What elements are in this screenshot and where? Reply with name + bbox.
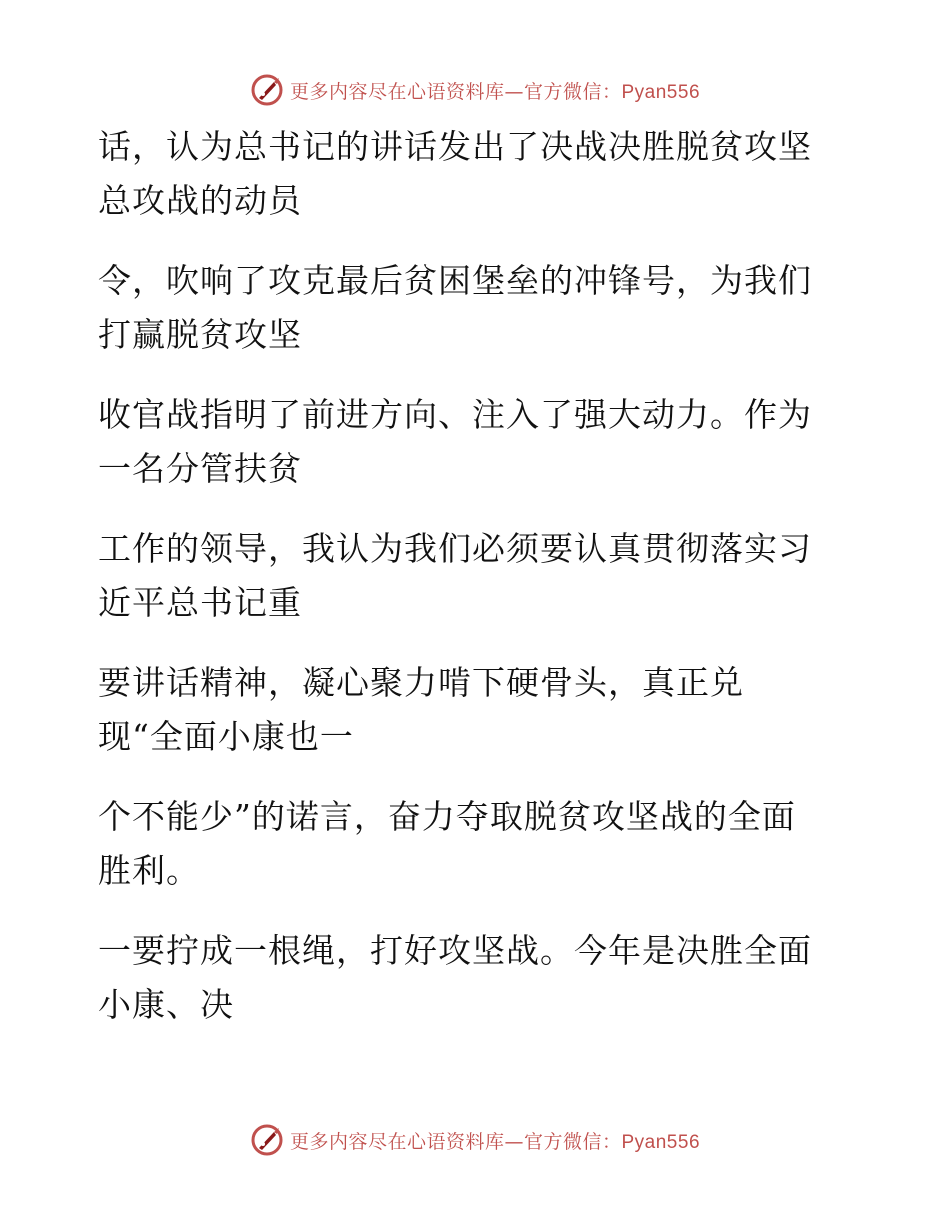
paragraph-line: 一要拧成一根绳，打好攻坚战。今年是决胜全面: [98, 931, 812, 970]
watermark-wechat-id: Pyan556: [621, 81, 701, 103]
paragraph-line: 一名分管扶贫: [98, 449, 302, 488]
watermark-wechat-id: Pyan556: [621, 1131, 701, 1153]
watermark-text-cn: 更多内容尽在心语资料库—官方微信：: [289, 1130, 622, 1153]
paragraph: [98, 254, 838, 362]
paragraph-line: 打赢脱贫攻坚: [98, 315, 302, 354]
paragraph: [98, 924, 838, 1032]
paragraph-line: 令，吹响了攻克最后贫困堡垒的冲锋号，为我们: [98, 261, 812, 300]
paragraph-line: 工作的领导，我认为我们必须要认真贯彻落实习: [98, 529, 812, 568]
paragraph-line: 小康、决: [98, 985, 234, 1024]
footer-watermark: [0, 1120, 950, 1160]
paragraph-line: 总攻战的动员: [98, 181, 302, 220]
document-body: [98, 120, 838, 1058]
paragraph: [98, 656, 838, 764]
watermark-text-cn: 更多内容尽在心语资料库—官方微信：: [289, 80, 622, 103]
watermark-text: [290, 77, 700, 104]
paragraph-line: 现“全面小康也一: [98, 717, 354, 756]
paragraph-line: 胜利。: [98, 851, 200, 890]
paragraph-line: 要讲话精神，凝心聚力啃下硬骨头，真正兑: [98, 663, 744, 702]
header-watermark: [0, 70, 950, 110]
quill-logo-icon: [250, 1123, 284, 1157]
paragraph: [98, 522, 838, 630]
paragraph-line: 个不能少”的诺言，奋力夺取脱贫攻坚战的全面: [98, 797, 796, 836]
quill-logo-icon: [250, 73, 284, 107]
paragraph-line: 近平总书记重: [98, 583, 302, 622]
paragraph: [98, 790, 838, 898]
paragraph-line: 收官战指明了前进方向、注入了强大动力。作为: [98, 395, 812, 434]
paragraph: [98, 388, 838, 496]
paragraph: [98, 120, 838, 228]
watermark-text: [290, 1127, 700, 1154]
paragraph-line: 话，认为总书记的讲话发出了决战决胜脱贫攻坚: [98, 127, 812, 166]
